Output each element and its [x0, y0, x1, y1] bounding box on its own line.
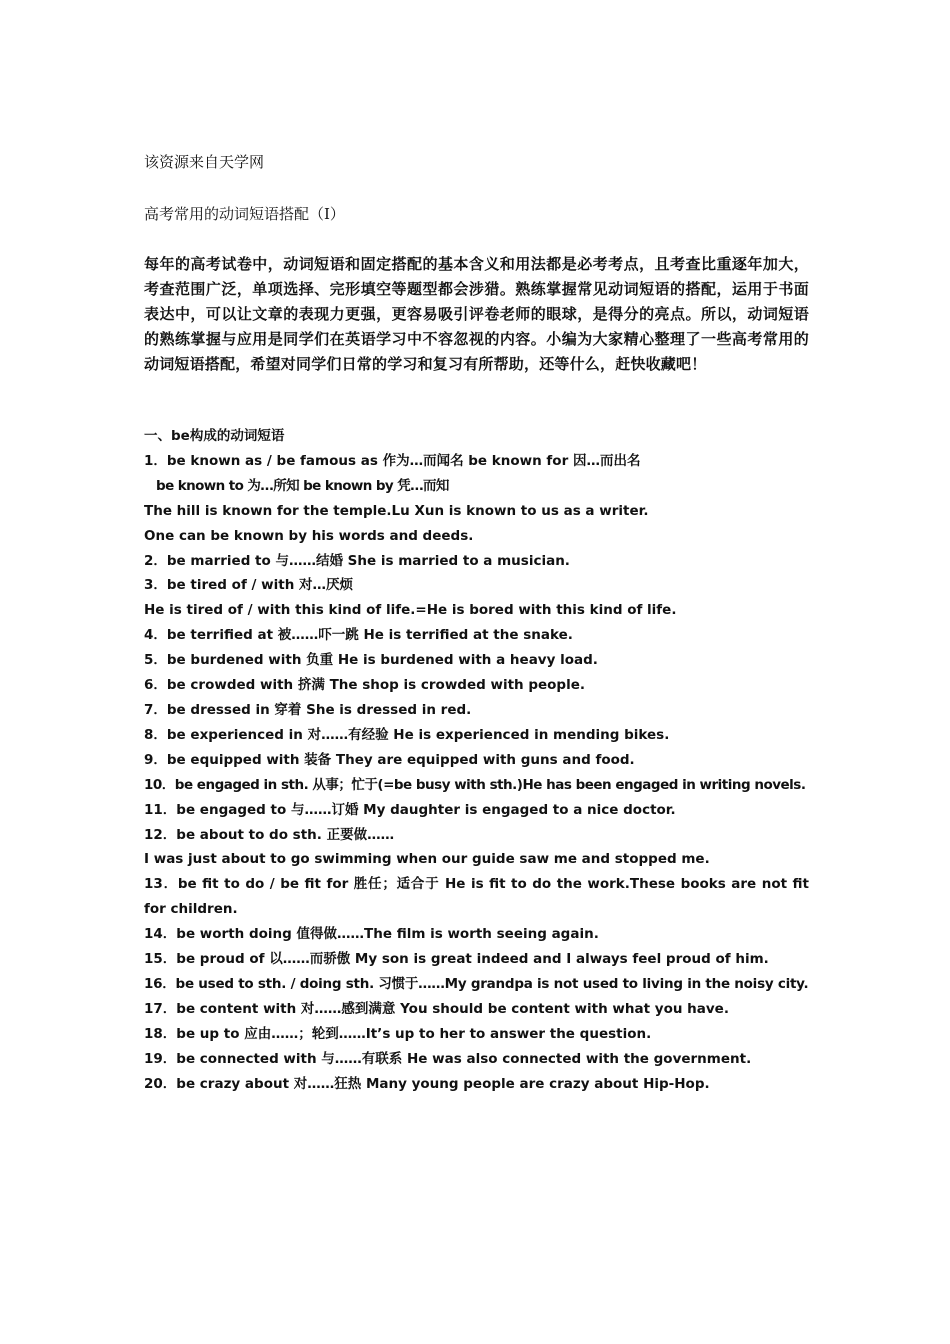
section-heading: 一、be构成的动词短语: [144, 428, 285, 444]
list-item: 17．be content with 对……感到满意 You should be content with what you have.: [144, 1000, 729, 1017]
list-item: 14．be worth doing 值得做……The film is worth seeing again.: [144, 926, 599, 943]
list-item: be known to 为…所知 be known by 凭…而知: [156, 477, 449, 494]
list-item: 20．be crazy about 对……狂热 Many young people are crazy about Hip-Hop.: [144, 1075, 710, 1092]
list-item: 7．be dressed in 穿着 She is dressed in red.: [144, 701, 472, 718]
document-body: [144, 150, 809, 1092]
source-line: 该资源来自天学网: [144, 153, 265, 171]
example-sentence: I was just about to go swimming when our guide saw me and stopped me.: [144, 851, 710, 868]
list-item: 16．be used to sth. / doing sth. 习惯于……My grandpa is not used to living in the noisy city.: [144, 975, 809, 992]
list-item: 8．be experienced in 对……有经验 He is experienced in mending bikes.: [144, 726, 670, 743]
list-item: 3．be tired of / with 对…厌烦: [144, 577, 354, 594]
list-item: 6．be crowded with 挤满 The shop is crowded with people.: [144, 677, 586, 694]
list-item: 13．be fit to do / be fit for 胜任；适合于 He is fit to do the work.These books are not fit for children.: [144, 876, 809, 918]
list-item: 10．be engaged in sth. 从事；忙于(=be busy with sth.)He has been engaged in writing novels.: [144, 776, 806, 793]
list-item: 15．be proud of 以……而骄傲 My son is great indeed and I always feel proud of him.: [144, 951, 769, 968]
document-title: 高考常用的动词短语搭配（Ⅰ）: [144, 205, 345, 223]
example-sentence: The hill is known for the temple.Lu Xun is known to us as a writer.: [144, 502, 649, 519]
list-item: 9．be equipped with 装备 They are equipped with guns and food.: [144, 751, 635, 768]
intro-paragraph: 每年的高考试卷中，动词短语和固定搭配的基本含义和用法都是必考考点，且考查比重逐年加大，考查范围广泛，单项选择、完形填空等题型都会涉猎。熟练掌握常见动词短语的搭配，运用于书面表达中，可以让文章的表现力更强，更容易吸引评卷老师的眼球，是得分的亮点。所以，动词短语的熟练掌握与应用是同学们在英语学习中不容忽视的内容。小编为大家精心整理了一些高考常用的动词短语搭配，希望对同学们日常的学习和复习有所帮助，还等什么，赶快收藏吧！: [144, 255, 809, 373]
phrase-list: [144, 424, 809, 1096]
example-sentence: He is tired of / with this kind of life.=He is bored with this kind of life.: [144, 602, 677, 619]
list-item: 19．be connected with 与……有联系 He was also connected with the government.: [144, 1050, 752, 1067]
list-item: 5．be burdened with 负重 He is burdened with a heavy load.: [144, 652, 598, 669]
list-item: 1．be known as / be famous as 作为…而闻名 be known for 因…而出名: [144, 452, 641, 469]
list-item: 4．be terrified at 被……吓一跳 He is terrified at the snake.: [144, 627, 573, 644]
list-item: 2．be married to 与……结婚 She is married to a musician.: [144, 552, 570, 569]
list-item: 11．be engaged to 与……订婚 My daughter is engaged to a nice doctor.: [144, 801, 676, 818]
example-sentence: One can be known by his words and deeds.: [144, 527, 474, 544]
list-item: 12．be about to do sth. 正要做……: [144, 826, 395, 843]
list-item: 18．be up to 应由……；轮到……It’s up to her to answer the question.: [144, 1025, 652, 1042]
